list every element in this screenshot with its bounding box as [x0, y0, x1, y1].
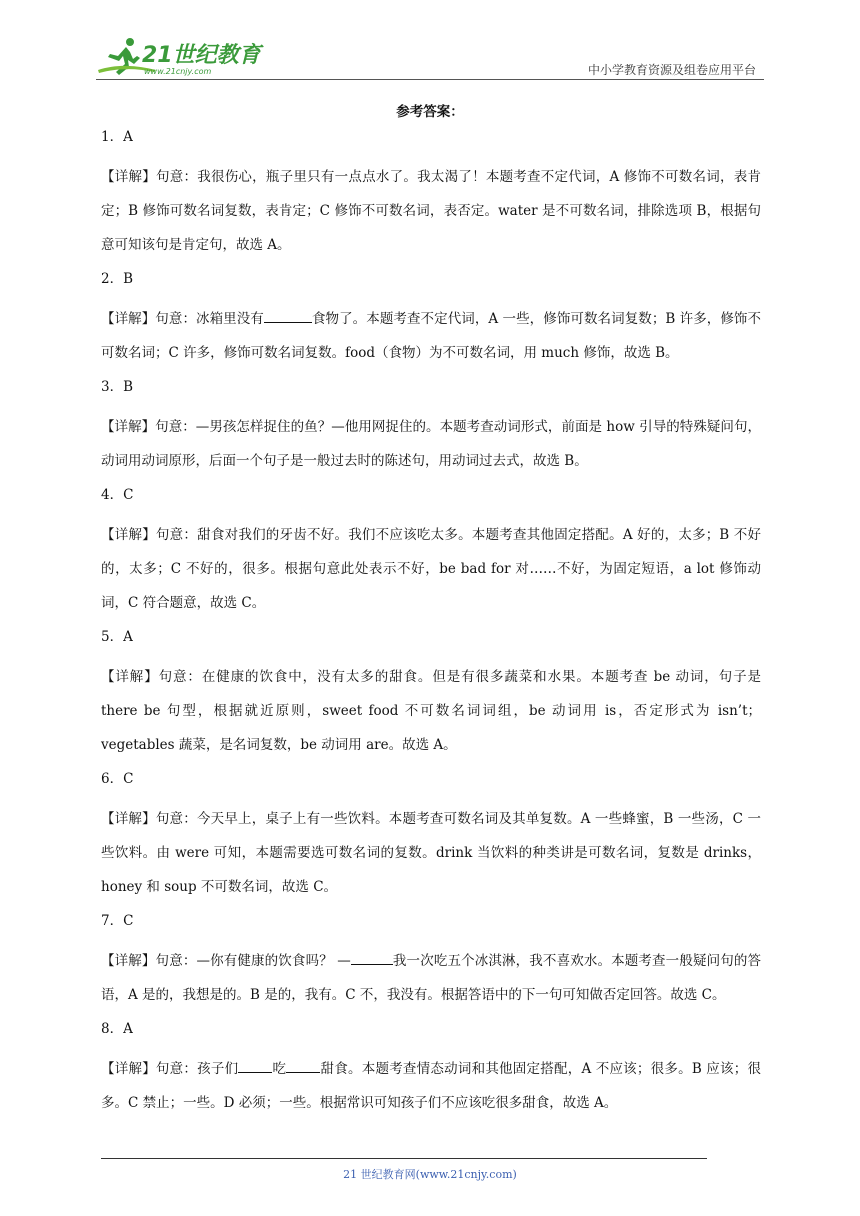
svg-text:www.21cnjy.com: www.21cnjy.com [144, 67, 212, 76]
answer-number: 8．A [101, 1021, 133, 1037]
footer-divider [101, 1158, 707, 1159]
fill-blank [238, 1058, 272, 1073]
answer-number: 2．B [101, 271, 134, 287]
fill-blank [351, 950, 393, 965]
logo-21cnjy [96, 34, 266, 80]
answer-number: 3．B [101, 379, 134, 395]
answer-detail: 【详解】句意：—男孩怎样捉住的鱼？—他用网捉住的。本题考查动词形式，前面是 how 引导的特殊疑问句，动词用动词原形，后面一个句子是一般过去时的陈述句，用动词过去式，故选 B。 [101, 419, 761, 469]
header-divider [96, 79, 764, 80]
page-header [96, 34, 764, 80]
answer-number: 1．A [101, 129, 133, 145]
answer-number: 7．C [101, 913, 134, 929]
answer-number: 4．C [101, 487, 134, 503]
answer-detail: 【详解】句意：冰箱里没有 食物了。本题考查不定代词，A 一些，修饰可数名词复数；B 许多，修饰不可数名词；C 许多，修饰可数名词复数。food（食物）为不可数名词，用 much 修饰，故选 B。 [101, 302, 761, 370]
page-title: 参考答案： [396, 104, 464, 120]
answer-detail: 【详解】句意：甜食对我们的牙齿不好。我们不应该吃太多。本题考查其他固定搭配。A 好的，太多；B 不好的，太多；C 不好的，很多。根据句意此处表示不好，be bad for 对……不好，为固定短语，a lot 修饰动词，C 符合题意，故选 C。 [101, 527, 761, 611]
fill-blank [286, 1058, 320, 1073]
footer-link[interactable]: 21 世纪教育网(www.21cnjy.com) [343, 1168, 517, 1181]
answer-detail: 【详解】句意：孩子们 吃 甜食。本题考查情态动词和其他固定搭配，A 不应该；很多。B 应该；很多。C 禁止；一些。D 必须；一些。根据常识可知孩子们不应该吃很多甜食，故选 A。 [101, 1052, 761, 1120]
answer-list [101, 126, 761, 1126]
answer-detail: 【详解】句意：—你有健康的饮食吗？ — 我一次吃五个冰淇淋，我不喜欢水。本题考查一般疑问句的答语，A 是的，我想是的。B 是的，我有。C 不，我没有。根据答语中的下一句可知做否定回答。故选 C。 [101, 944, 761, 1012]
svg-text:21世纪教育: 21世纪教育 [142, 43, 261, 68]
answer-detail: 【详解】句意：今天早上，桌子上有一些饮料。本题考查可数名词及其单复数。A 一些蜂蜜，B 一些汤，C 一些饮料。由 were 可知，本题需要选可数名词的复数。drink 当饮料的种类讲是可数名词，复数是 drinks，honey 和 soup 不可数名词，故选 C。 [101, 811, 761, 895]
answer-detail: 【详解】句意：我很伤心，瓶子里只有一点点水了。我太渴了！本题考查不定代词，A 修饰不可数名词，表肯定；B 修饰可数名词复数，表肯定；C 修饰不可数名词，表否定。water 是不可数名词，排除选项 B，根据句意可知该句是肯定句，故选 A。 [101, 169, 761, 253]
answer-detail: 【详解】句意：在健康的饮食中，没有太多的甜食。但是有很多蔬菜和水果。本题考查 be 动词，句子是 there be 句型，根据就近原则，sweet food 不可数名词词组，be 动词用 is，否定形式为 isn’t；vegetables 蔬菜，是名词复数，be 动词用 are。故选 A。 [101, 669, 761, 753]
fill-blank [264, 308, 312, 323]
answer-number: 6．C [101, 771, 134, 787]
answer-number: 5．A [101, 629, 133, 645]
platform-label: 中小学教育资源及组卷应用平台 [587, 63, 756, 77]
